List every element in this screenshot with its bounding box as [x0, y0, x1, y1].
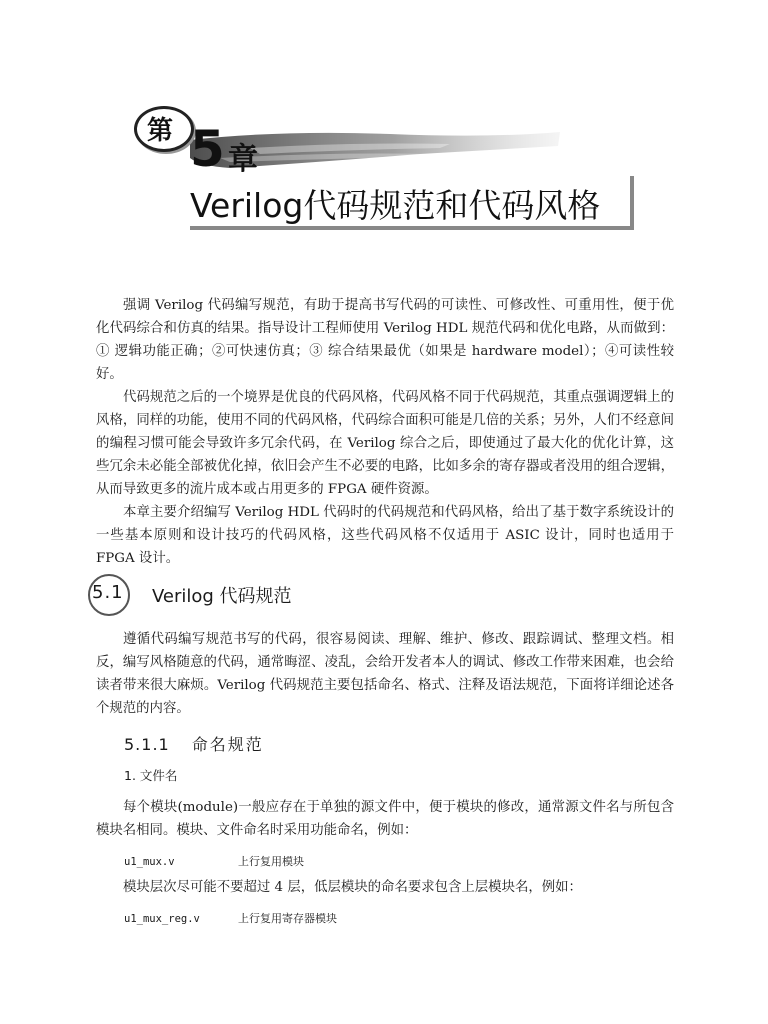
example-filename: u1_mux.v	[124, 856, 175, 868]
example-description: 上行复用寄存器模块	[238, 912, 337, 925]
intro-paragraph: 代码规范之后的一个境界是优良的代码风格，代码风格不同于代码规范，其重点强调逻辑上的风格，同样的功能，使用不同的代码风格，代码综合面积可能是几倍的关系；另外，人们不经意间的编程习惯可能会导致许多冗余代码，在 Verilog 综合之后，即使通过了最大化的优化计算，这些冗余未必能全部被优化掉，依旧会产生不必要的电路，比如多余的寄存器或者没用的组合逻辑，从而导致更多的流片成本或占用更多的 FPGA 硬件资源。	[96, 390, 674, 497]
section-paragraph: 遵循代码编写规范书写的代码，很容易阅读、理解、维护、修改、跟踪调试、整理文档。相反，编写风格随意的代码，通常晦涩、凌乱，会给开发者本人的调试、修改工作带来困难，也会给读者带来很大麻烦。Verilog 代码规范主要包括命名、格式、注释及语法规范，下面将详细论述各个规范的内容。	[96, 632, 674, 716]
subsection-title: 命名规范	[191, 735, 264, 754]
section-title: Verilog 代码规范	[152, 586, 292, 607]
section-body	[96, 628, 674, 720]
chapter-title: Verilog代码规范和代码风格	[190, 186, 601, 225]
chapter-prefix: 第	[147, 116, 174, 146]
section-number: 5.1	[92, 582, 124, 603]
intro-text	[96, 294, 674, 570]
example-filename: u1_mux_reg.v	[124, 913, 200, 925]
code-example	[124, 910, 337, 926]
intro-paragraph: 本章主要介绍编写 Verilog HDL 代码时的代码规范和代码风格，给出了基于数字系统设计的一些基本原则和设计技巧的代码风格，这些代码风格不仅适用于 ASIC 设计，同时也适用于 FPGA 设计。	[96, 505, 674, 566]
item-body-1	[96, 796, 674, 842]
subsection-number: 5.1.1	[124, 735, 170, 754]
chapter-suffix: 章	[228, 142, 258, 177]
intro-paragraph: 强调 Verilog 代码编写规范，有助于提高书写代码的可读性、可修改性、可重用性，便于优化代码综合和仿真的结果。指导设计工程师使用 Verilog HDL 规范代码和优化电路，从而做到：① 逻辑功能正确；②可快速仿真；③ 综合结果最优（如果是 hardware model）；④可读性较好。	[96, 298, 674, 382]
item-heading: 1. 文件名	[124, 768, 178, 783]
chapter-header	[120, 92, 650, 242]
chapter-number: 5	[190, 120, 225, 178]
code-example	[124, 853, 304, 869]
item-paragraph: 模块层次尽可能不要超过 4 层，低层模块的命名要求包含上层模块名，例如：	[123, 880, 582, 895]
subsection-heading	[124, 732, 264, 755]
item-body-2	[96, 876, 674, 899]
example-description: 上行复用模块	[238, 855, 304, 868]
item-paragraph: 每个模块(module)一般应存在于单独的源文件中，便于模块的修改，通常源文件名与所包含模块名相同。模块、文件命名时采用功能命名，例如：	[96, 800, 674, 838]
